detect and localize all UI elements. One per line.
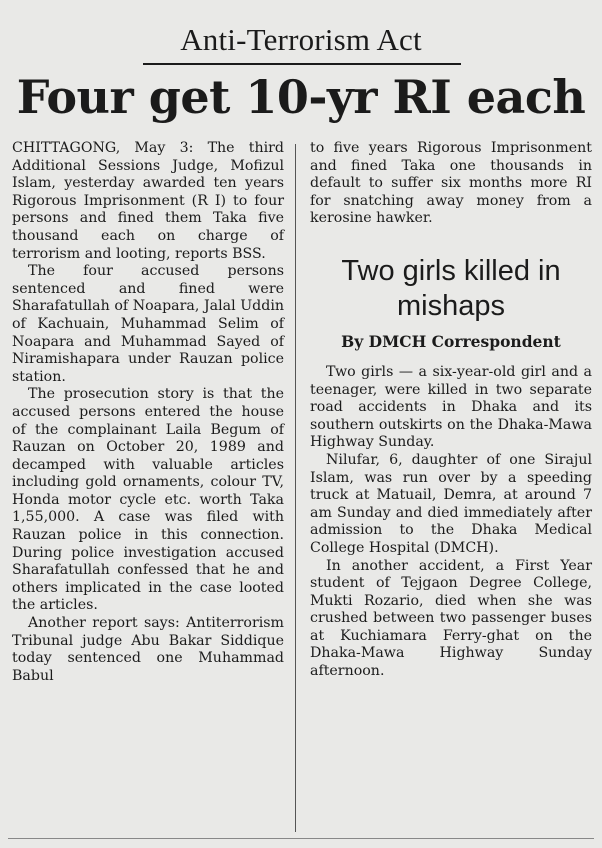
second-story-headline: Two girls killed in mishaps [341,254,561,322]
article-paragraph: The prosecution story is that the accused persons entered the house of the complainant Laila Begum of Rauzan on October 20, 1989 and decamped with valuable articles including gold ornaments, colour TV, Honda motor cycle etc. worth Taka 1,55,000. A case was filed with Rauzan police in this connection. During police investigation accused Sharafatullah confessed that he and others implicated in the case looted the articles. [12,386,284,614]
left-column [12,140,284,685]
column-divider [295,144,296,832]
article-paragraph: Another report says: Antiterrorism Tribunal judge Abu Bakar Siddique today sentenced one Muhammad Babul [12,615,284,684]
bottom-rule [8,838,594,839]
article-paragraph: The four accused persons sentenced and fined were Sharafatullah of Noapara, Jalal Uddin of Kachuain, Muhammad Selim of Noapara and Muhammad Sayed of Niramishapara under Rauzan police station. [12,263,284,385]
article-continuation: to five years Rigorous Imprisonment and fined Taka one thousands in default to suffer six months more RI for snatching away money from a kerosine hawker. [310,140,592,227]
main-headline: Four get 10-yr RI each [16,70,586,124]
second-story-paragraph: In another accident, a First Year student of Tejgaon Degree College, Mukti Rozario, died when she was crushed between two passenger buses at Kuchiamara Ferry-ghat on the Dhaka-Mawa Highway Sunday afternoon. [310,557,592,680]
second-story-paragraph: Two girls — a six-year-old girl and a teenager, were killed in two separate road accidents in Dhaka and its southern outskirts on the Dhaka-Mawa Highway Sunday. [310,363,592,451]
second-story-paragraph: Nilufar, 6, daughter of one Sirajul Islam, was run over by a speeding truck at Matuail, Demra, at around 7 am Sunday and died immediately after admission to the Dhaka Medical College Hospital (DMCH). [310,451,592,556]
kicker-underline [143,63,461,65]
second-story-byline: By DMCH Correspondent [341,331,561,351]
article-paragraph: CHITTAGONG, May 3: The third Additional Sessions Judge, Mofizul Islam, yesterday awarded ten years Rigorous Imprisonment (R I) to four persons and fined them Taka five thousand each on charge of terrorism and looting, reports BSS. [12,140,284,262]
right-column [310,140,592,681]
kicker-title: Anti-Terrorism Act [180,22,422,57]
